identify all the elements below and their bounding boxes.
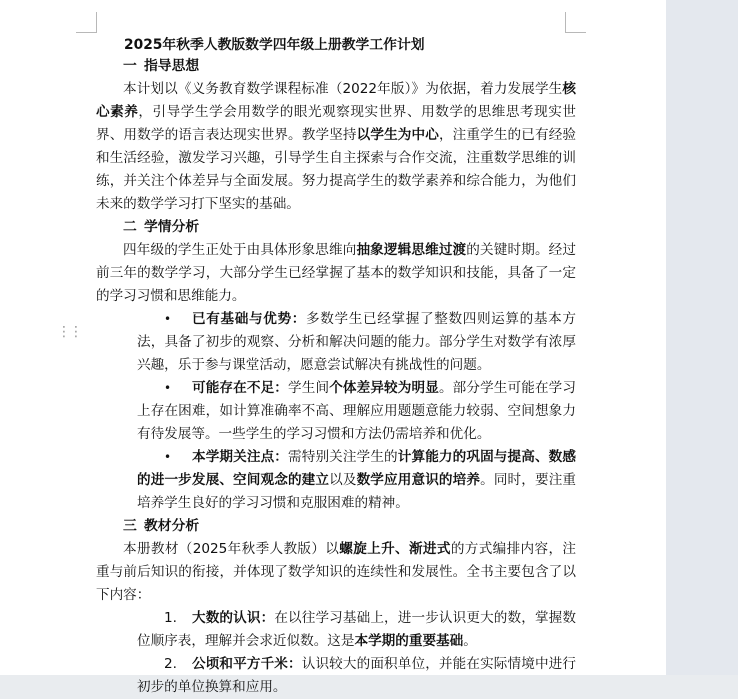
bold-text: 大数的认识： (192, 610, 275, 626)
section-number: 三 (123, 518, 137, 534)
section-number: 二 (123, 219, 137, 235)
text-run: ，引导学生学会用数学的眼光观察现实世界、用数学的思维思考现实世界、用数学的语言表达现实世界。教学坚持 (96, 104, 577, 143)
numbered-item (137, 653, 576, 699)
bold-text: 公顷和平方千米： (192, 656, 302, 672)
drag-handle-icon[interactable]: ⋮⋮ (57, 324, 81, 340)
section-heading (123, 55, 576, 78)
text-run: 在以往学习基础上，进一步认识更大的数，掌握数位顺序表，理解并会求近似数。这是 (137, 610, 576, 649)
bullet-item (137, 308, 576, 377)
bullet-item (137, 446, 576, 515)
bold-text: 已有基础与优势： (192, 311, 306, 327)
section-heading (123, 216, 576, 239)
bullet-icon: • (164, 450, 172, 464)
section-heading-text: 学情分析 (144, 219, 200, 235)
text-run: 认识较大的面积单位，并能在实际情境中进行初步的单位换算和应用。 (137, 656, 576, 695)
bold-text: 数学应用意识的培养 (356, 472, 481, 488)
list-number: 1. (164, 610, 177, 626)
bullet-list (96, 308, 576, 515)
bullet-icon: • (164, 312, 172, 326)
text-run: 的关键时期。经过前三年的数学学习，大部分学生已经掌握了基本的数学知识和技能，具备了一定的学习习惯和思维能力。 (96, 242, 577, 304)
numbered-item (137, 607, 576, 653)
right-gutter (666, 0, 738, 675)
bold-text: 本学期关注点： (192, 449, 289, 465)
document-title: 2025年秋季人教版数学四年级上册教学工作计划 (124, 37, 425, 53)
page-corner-mark-top-right (565, 12, 586, 33)
bold-text: 螺旋上升、渐进式 (339, 541, 451, 557)
text-run: 。 (463, 633, 477, 649)
bold-text: 个体差异较为明显 (329, 380, 439, 396)
text-run: 的方式编排内容，注重与前后知识的衔接，并体现了数学知识的连续性和发展性。全书主要包含了以下内容： (96, 541, 576, 603)
text-run: 本计划以《义务教育数学课程标准（2022年版）》为依据，着力发展学生 (123, 81, 563, 97)
section-number: 一 (123, 58, 137, 74)
text-run: ，注重学生的已有经验和生活经验，激发学习兴趣，引导学生自主探索与合作交流，注重数学思维的训练，并关注个体差异与全面发展。努力提高学生的数学素养和综合能力，为他们未来的数学学习打下坚实的基础。 (96, 127, 577, 212)
paragraph (96, 78, 576, 216)
bullet-item (137, 377, 576, 446)
section-heading (123, 515, 576, 538)
text-run: 。同时，要注重培养学生良好的学习习惯和克服困难的精神。 (137, 472, 577, 511)
text-run: 学生间 (288, 380, 330, 396)
section-heading-text: 指导思想 (144, 58, 200, 74)
bold-text: 本学期的重要基础 (354, 633, 464, 649)
bold-text: 以学生为中心 (356, 127, 439, 143)
bullet-icon: • (164, 381, 172, 395)
bold-text: 计算能力的巩固与提高、数感的进一步发展、空间观念的建立 (137, 449, 576, 488)
text-run: 需特别关注学生的 (288, 449, 398, 465)
page-corner-mark-top-left (76, 12, 97, 33)
document-page[interactable] (96, 35, 576, 699)
text-run: 以及 (329, 472, 357, 488)
section-heading-text: 教材分析 (144, 518, 200, 534)
paragraph (96, 538, 576, 607)
bold-text: 抽象逻辑思维过渡 (356, 242, 467, 258)
text-run: 。部分学生可能在学习上存在困难，如计算准确率不高、理解应用题题意能力较弱、空间想象力有待发展等。一些学生的学习习惯和方法仍需培养和优化。 (137, 380, 576, 442)
bold-text: 可能存在不足： (192, 380, 289, 396)
text-run: 四年级的学生正处于由具体形象思维向 (123, 242, 357, 258)
bold-text: 核心素养 (96, 81, 576, 120)
paragraph (96, 239, 576, 308)
text-run: 本册教材（2025年秋季人教版）以 (123, 541, 340, 557)
list-number: 2. (164, 656, 177, 672)
text-run: 多数学生已经掌握了整数四则运算的基本方法，具备了初步的观察、分析和解决问题的能力。部分学生对数学有浓厚兴趣，乐于参与课堂活动，愿意尝试解决有挑战性的问题。 (137, 311, 577, 373)
numbered-list (96, 607, 576, 699)
